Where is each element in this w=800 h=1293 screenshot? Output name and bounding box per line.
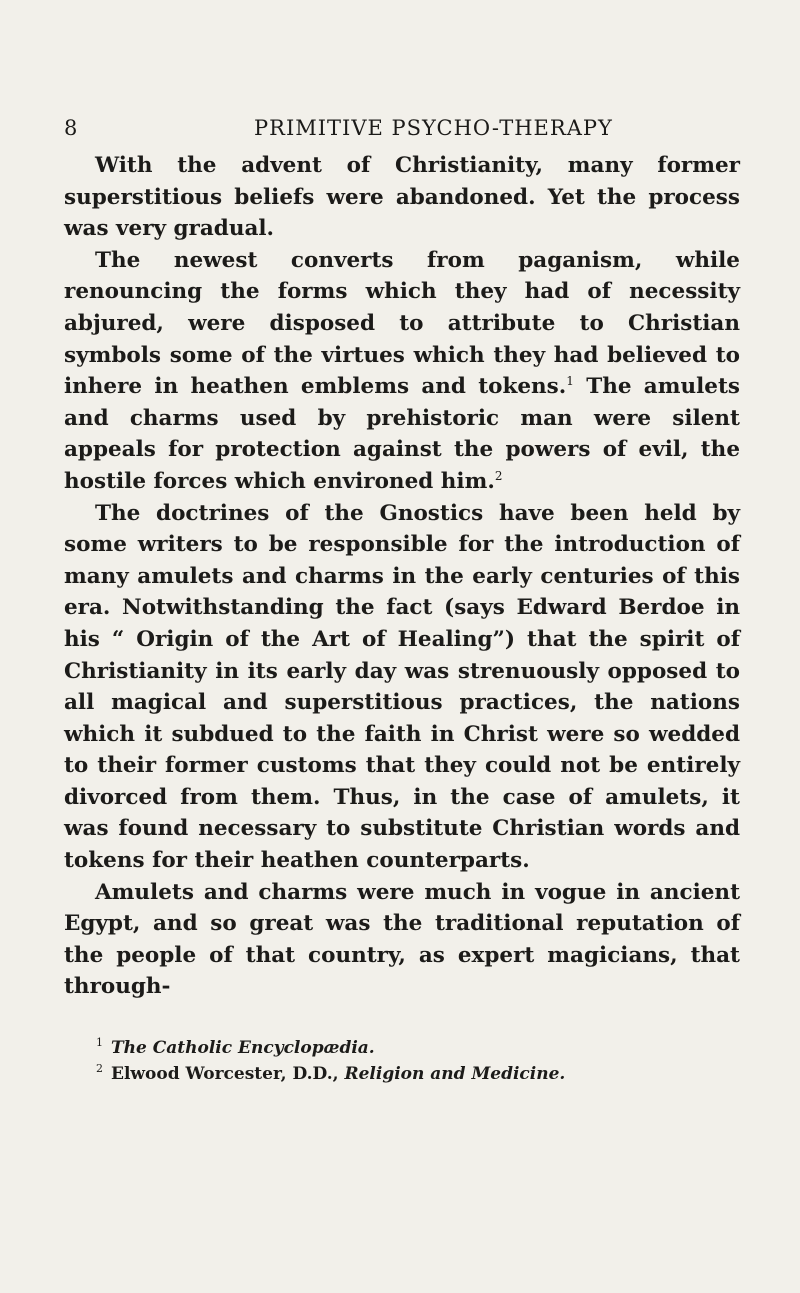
paragraph-3: The doctrines of the Gnostics have been held by some writers to be responsible for the introduction of many amulets and charms in the early centuries of this era. Notwithstanding the fact (says Edward Berdoe in his “ Origin of the Art of Healing”) that the spirit of Christianity in its early day was strenuously opposed to all magical and superstitious practices, the nations which it subdued to the faith in Christ were so wedded to their former customs that they could not be entirely divorced from them. Thus, in the case of amulets, it was found necessary to substitute Christian words and tokens for their heathen counterparts. — [64, 500, 740, 874]
footnote-1-text: The Catholic Encyclopædia. — [111, 1038, 375, 1058]
footnote-ref-2: 2 — [494, 468, 503, 483]
footnote-2 — [64, 1061, 740, 1087]
running-title: PRIMITIVE PSYCHO-THERAPY — [254, 116, 613, 140]
footnote-1 — [64, 1035, 740, 1061]
paragraph-2-part-b: The amulets and charms used by prehistoric man were silent appeals for protection against the powers of evil, the hostile forces which environed him. — [64, 374, 740, 494]
paragraph-1: With the advent of Christianity, many former superstitious beliefs were abandoned. Yet the process was very gradual. — [64, 153, 740, 242]
running-head — [64, 116, 724, 148]
body-text — [64, 150, 740, 1003]
paragraph-2 — [64, 245, 740, 498]
footnote-2-author: Elwood Worcester, D.D., — [111, 1064, 345, 1084]
footnote-2-number: 2 — [96, 1062, 103, 1076]
footnote-ref-1: 1 — [566, 374, 574, 388]
footnotes — [64, 1035, 740, 1087]
footnote-2-title: Religion and Medicine. — [344, 1064, 566, 1084]
page-number: 8 — [64, 116, 78, 140]
paragraph-2-part-a: The newest converts from paganism, while renouncing the forms which they had of necessity abjured, were disposed to attribute to Christian symbols some of the virtues which they had believed to inhere in heathen emblems and tokens. — [64, 247, 740, 400]
paragraph-4: Amulets and charms were much in vogue in ancient Egypt, and so great was the traditional reputation of the people of that country, as expert magicians, that through- — [64, 879, 740, 1000]
footnote-1-number: 1 — [96, 1036, 103, 1050]
